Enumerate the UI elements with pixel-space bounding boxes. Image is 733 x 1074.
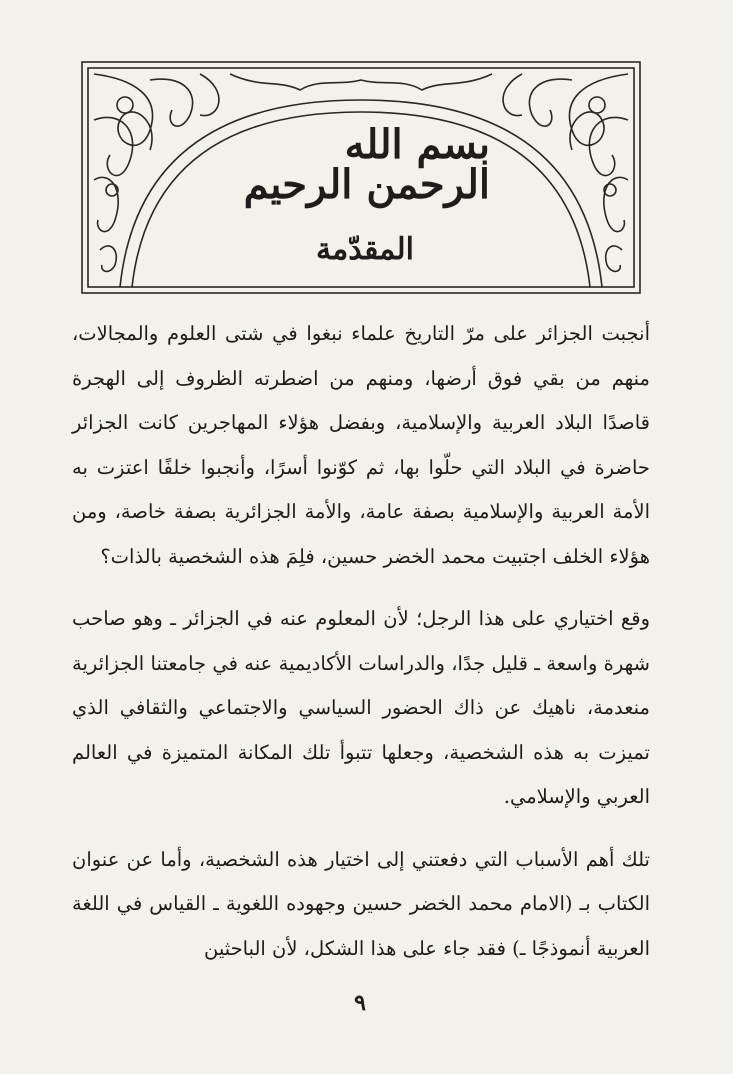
basmala-calligraphy: بسم الله الرحمن الرحيم [243, 121, 490, 208]
page-number: ٩ [354, 990, 366, 1016]
chapter-title: المقدّمة [316, 232, 414, 267]
paragraph: وقع اختياري على هذا الرجل؛ لأن المعلوم عنه في الجزائر ـ وهو صاحب شهرة واسعة ـ قليل جدًا، والدراسات الأكاديمية عنه في جامعتنا الجزائرية منعدمة، ناهيك عن ذاك الحضور السياسي والاجتماعي والثقافي الذي تميزت به هذه الشخصية، وجعلها تتبوأ تلك المكانة المتميزة في العالم العربي والإسلامي. [72, 607, 650, 808]
paragraph: أنجبت الجزائر على مرّ التاريخ علماء نبغوا في شتى العلوم والمجالات، منهم من بقي فوق أرضها، ومنهم من اضطرته الظروف إلى الهجرة قاصدًا البلاد العربية والإسلامية، وبفضل هؤلاء المهاجرين كانت الجزائر حاضرة في البلاد التي حلّوا بها، ثم كوّنوا أسرًا، وأنجبوا خلفًا اعتزت به الأمة العربية والإسلامية بصفة عامة، والأمة الجزائرية بصفة خاصة، ومن هؤلاء الخلف اجتبيت محمد الخضر حسين، فلِمَ هذه الشخصية بالذات؟ [72, 322, 650, 568]
body-text [72, 312, 650, 971]
paragraph: تلك أهم الأسباب التي دفعتني إلى اختيار هذه الشخصية، وأما عن عنوان الكتاب بـ (الامام محمد الخضر حسين وجهوده اللغوية ـ القياس في اللغة العربية أنموذجًا ـ) فقد جاء على هذا الشكل، لأن الباحثين [72, 847, 650, 960]
